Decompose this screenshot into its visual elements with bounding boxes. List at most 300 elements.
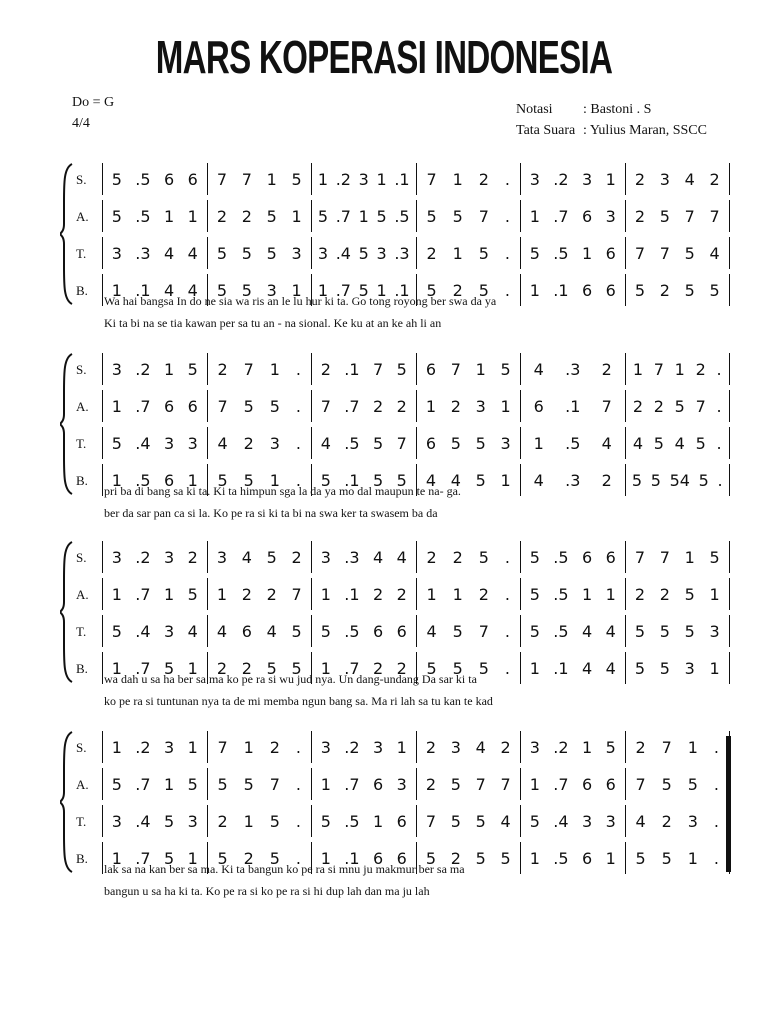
voice-label: B.: [76, 851, 88, 866]
note: 2: [452, 547, 463, 567]
note: 2: [187, 547, 198, 567]
note: .2: [135, 547, 151, 567]
note: 4: [684, 169, 695, 189]
note: 7: [653, 359, 664, 379]
system-3: [60, 540, 730, 730]
measure: [625, 541, 731, 573]
measure: [311, 200, 416, 232]
note: 2: [634, 206, 646, 226]
final-barline: [726, 736, 731, 872]
note: 1: [581, 584, 593, 604]
measures: [102, 769, 730, 799]
note: 1: [687, 848, 698, 868]
measure: [625, 427, 731, 459]
note: 1: [111, 280, 122, 300]
note: 1: [266, 169, 277, 189]
note: 5: [634, 280, 646, 300]
note: 1: [320, 774, 331, 794]
measure: [102, 237, 207, 269]
note: 1: [396, 737, 407, 757]
note: .3: [394, 243, 410, 263]
note: 1: [709, 584, 720, 604]
note: 5: [529, 584, 540, 604]
note: 4: [581, 658, 593, 678]
note: 6: [396, 848, 407, 868]
note: .7: [135, 774, 151, 794]
note: 2: [396, 658, 407, 678]
note: 1: [372, 811, 384, 831]
measures: [102, 579, 730, 609]
measure: [520, 615, 625, 647]
note: .2: [553, 737, 569, 757]
note: 6: [425, 433, 437, 453]
measure: [207, 427, 312, 459]
note: 5: [659, 621, 670, 641]
song-title: MARS KOPERASI INDONESIA: [155, 31, 613, 83]
measure: [520, 731, 625, 763]
note: 2: [661, 811, 672, 831]
brace-icon: [60, 540, 74, 684]
note: 7: [659, 243, 670, 263]
note: 7: [426, 169, 437, 189]
note: 5: [216, 280, 228, 300]
note: 2: [320, 359, 331, 379]
note: 7: [320, 396, 331, 416]
note: 3: [111, 359, 122, 379]
note: 1: [529, 206, 540, 226]
note: 2: [450, 848, 461, 868]
note: 1: [426, 584, 437, 604]
note: .5: [135, 169, 151, 189]
note: 3: [709, 621, 720, 641]
note: 5: [187, 584, 198, 604]
note: 7: [217, 737, 228, 757]
note: 2: [243, 433, 254, 453]
note: 2: [425, 774, 437, 794]
note: 2: [450, 396, 461, 416]
note: 5: [358, 243, 369, 263]
note: 2: [241, 584, 252, 604]
note: .7: [335, 206, 351, 226]
note: .1: [553, 280, 569, 300]
note: 1: [452, 169, 463, 189]
voice-label: B.: [76, 283, 88, 298]
note: 5: [269, 811, 280, 831]
note: 2: [241, 206, 252, 226]
note: 3: [320, 547, 331, 567]
voice-row: [76, 730, 730, 766]
note: .3: [565, 470, 581, 490]
note: 2: [478, 169, 489, 189]
note: 4: [320, 433, 331, 453]
note: .: [713, 774, 719, 794]
note: 4: [500, 811, 511, 831]
note: 3: [581, 169, 593, 189]
note: 1: [605, 584, 616, 604]
measure: [207, 731, 312, 763]
note: 5: [243, 774, 254, 794]
note: 5: [500, 848, 511, 868]
measures: [102, 732, 730, 762]
note: 1: [111, 848, 122, 868]
note: 5: [317, 206, 329, 226]
credit-value: : Yulius Maran, SSCC: [583, 123, 707, 138]
measure: [102, 805, 207, 837]
measure: [625, 390, 731, 422]
note: 2: [241, 658, 252, 678]
measure: [311, 768, 416, 800]
note: .1: [553, 658, 569, 678]
note: 3: [111, 811, 122, 831]
note: 5: [243, 396, 254, 416]
note: 5: [684, 584, 695, 604]
note: 5: [452, 206, 463, 226]
note: 3: [317, 243, 329, 263]
measure: [207, 353, 312, 385]
system-1: [60, 162, 730, 352]
note: 7: [291, 584, 302, 604]
tempo-info: [72, 92, 114, 134]
note: 3: [320, 737, 331, 757]
note: 1: [500, 396, 511, 416]
note: 5: [661, 848, 672, 868]
note: .7: [135, 396, 151, 416]
measures: [102, 542, 730, 572]
note: .4: [135, 811, 151, 831]
note: 7: [217, 396, 228, 416]
note: 6: [187, 396, 198, 416]
note: 4: [396, 547, 407, 567]
lyrics-verse-2: bangun u sa ha ki ta. Ko pe ra si ko pe ra si hi dup lah dan ma ju lah: [104, 884, 430, 898]
system-2: [60, 352, 730, 542]
measure: [520, 805, 625, 837]
brace-icon: [60, 162, 74, 306]
measure: [207, 200, 312, 232]
note: 2: [269, 737, 280, 757]
voice-label: B.: [76, 473, 88, 488]
note: 2: [659, 584, 670, 604]
note: 1: [529, 658, 540, 678]
note: 5: [266, 547, 277, 567]
note: 4: [475, 737, 486, 757]
voice-label: B.: [76, 661, 88, 676]
note: .: [295, 737, 301, 757]
note: 3: [529, 169, 540, 189]
note: 3: [163, 621, 175, 641]
note: 7: [634, 243, 646, 263]
note: 5: [475, 433, 486, 453]
note: 4: [605, 621, 616, 641]
note: 5: [709, 547, 720, 567]
note: 5: [291, 658, 302, 678]
note: 4: [581, 621, 593, 641]
note: 5: [187, 774, 198, 794]
note: .3: [135, 243, 151, 263]
note: 1: [709, 658, 720, 678]
note: 1: [674, 359, 685, 379]
note: .7: [344, 774, 360, 794]
note: 4: [187, 243, 198, 263]
note: .7: [335, 280, 351, 300]
note: 5: [529, 547, 540, 567]
credit-label: Notasi: [516, 102, 553, 117]
note: .5: [553, 584, 569, 604]
note: 5: [243, 470, 254, 490]
note: 1: [320, 848, 331, 868]
note: .: [713, 848, 719, 868]
note: 5: [111, 206, 122, 226]
measure: [207, 390, 312, 422]
note: 5: [634, 621, 646, 641]
measure: [102, 541, 207, 573]
measure: [416, 427, 521, 459]
note: .: [504, 621, 510, 641]
note: 5: [320, 470, 331, 490]
measure: [311, 541, 416, 573]
note: .: [295, 470, 301, 490]
note: 4: [163, 243, 175, 263]
note: 7: [601, 396, 612, 416]
key-signature: Do = G: [72, 95, 115, 110]
note: .1: [344, 584, 360, 604]
measures: [102, 616, 730, 646]
note: 5: [217, 470, 228, 490]
note: 1: [376, 169, 387, 189]
note: 5: [372, 433, 384, 453]
note: 5: [111, 774, 122, 794]
note: 5: [634, 658, 646, 678]
measure: [520, 237, 625, 269]
note: 5: [269, 396, 280, 416]
measure: [625, 768, 731, 800]
note: 5: [426, 206, 437, 226]
measure: [207, 615, 312, 647]
note: .1: [565, 396, 581, 416]
note: 1: [269, 359, 280, 379]
note: 3: [376, 243, 387, 263]
note: 7: [450, 359, 461, 379]
measures: [102, 391, 730, 421]
note: .: [713, 811, 719, 831]
note: 2: [634, 584, 646, 604]
note: 3: [163, 737, 175, 757]
note: 1: [358, 206, 369, 226]
note: 6: [605, 547, 616, 567]
note: 4: [605, 658, 616, 678]
note: 1: [320, 658, 331, 678]
note: 7: [396, 433, 407, 453]
note: 5: [631, 470, 643, 490]
note: 5: [635, 848, 646, 868]
note: .5: [135, 470, 151, 490]
note: 2: [478, 584, 489, 604]
note: 5: [358, 280, 369, 300]
note: .: [716, 359, 722, 379]
note: 5: [529, 621, 540, 641]
lyrics-verse-1: pri ba di bang sa ki ta. Ki ta himpun sga la da ya mo dal maupun te na- ga.: [104, 484, 461, 498]
note: 5: [450, 774, 461, 794]
measure: [520, 390, 625, 422]
note: 1: [320, 584, 331, 604]
note: 7: [634, 547, 646, 567]
note: 3: [187, 811, 198, 831]
note: 6: [605, 243, 616, 263]
voice-row: [76, 426, 730, 462]
note: 1: [269, 470, 280, 490]
note: 6: [581, 848, 593, 868]
note: 3: [358, 169, 369, 189]
note: 5: [269, 848, 280, 868]
lyrics-verse-2: ber da sar pan ca si la. Ko pe ra si ki ta bi na swa ker ta swasem ba da: [104, 506, 438, 520]
note: .: [717, 470, 723, 490]
note: 5: [426, 280, 437, 300]
voice-row: [76, 389, 730, 425]
note: 1: [163, 359, 175, 379]
note: 1: [500, 470, 511, 490]
note: 5: [396, 470, 407, 490]
note: 4: [241, 547, 252, 567]
note: 4: [163, 280, 175, 300]
note: .4: [135, 433, 151, 453]
note: 5: [163, 811, 175, 831]
measure: [625, 578, 731, 610]
note: 5: [661, 774, 672, 794]
note: 5: [163, 848, 175, 868]
note: 1: [111, 737, 122, 757]
note: 2: [217, 811, 228, 831]
note: 5: [241, 243, 252, 263]
note: .: [504, 547, 510, 567]
note: .: [295, 396, 301, 416]
note: .2: [135, 359, 151, 379]
note: 5: [475, 811, 486, 831]
measure: [416, 237, 521, 269]
credit-row: [516, 99, 707, 120]
note: 5: [320, 811, 331, 831]
note: 1: [111, 584, 122, 604]
note: 5: [452, 621, 463, 641]
note: 1: [529, 774, 540, 794]
note: 3: [163, 433, 175, 453]
measure: [416, 768, 521, 800]
measure: [102, 200, 207, 232]
measure: [520, 200, 625, 232]
note: 7: [709, 206, 720, 226]
note: 2: [632, 396, 644, 416]
note: 1: [187, 737, 198, 757]
note: 5: [478, 280, 489, 300]
note: .5: [553, 621, 569, 641]
note: .2: [553, 169, 569, 189]
note: 3: [475, 396, 486, 416]
note: 4: [266, 621, 277, 641]
note: 5: [163, 658, 175, 678]
note: .: [504, 206, 510, 226]
note: 3: [687, 811, 698, 831]
voice-label: A.: [76, 399, 89, 414]
note: 4: [533, 470, 544, 490]
note: 2: [372, 658, 384, 678]
note: 4: [709, 243, 720, 263]
note: 1: [111, 396, 122, 416]
measure: [625, 353, 731, 385]
note: 1: [163, 206, 175, 226]
note: 5: [659, 658, 670, 678]
note: 2: [653, 396, 664, 416]
note: 5: [111, 621, 122, 641]
note: 5: [111, 433, 122, 453]
note: 5: [266, 206, 277, 226]
note: 5: [217, 774, 228, 794]
measure: [102, 731, 207, 763]
note: 4: [187, 280, 198, 300]
measure: [311, 615, 416, 647]
note: .1: [344, 848, 360, 868]
note: 5: [187, 359, 198, 379]
note: .: [295, 774, 301, 794]
note: 3: [396, 774, 407, 794]
voice-label: A.: [76, 777, 89, 792]
note: 1: [243, 737, 254, 757]
note: 5: [266, 243, 277, 263]
note: 6: [163, 470, 175, 490]
note: 1: [605, 848, 616, 868]
measure: [520, 541, 625, 573]
note: 5: [217, 848, 228, 868]
note: 1: [317, 169, 329, 189]
note: 2: [426, 243, 437, 263]
note: 3: [216, 547, 228, 567]
note: 3: [684, 658, 695, 678]
note: 1: [605, 169, 616, 189]
note: 6: [163, 396, 175, 416]
note: 6: [372, 774, 384, 794]
note: 1: [187, 206, 198, 226]
note: 5: [684, 280, 695, 300]
measure: [102, 353, 207, 385]
note: .7: [135, 658, 151, 678]
measure: [416, 541, 521, 573]
measure: [625, 731, 731, 763]
note: 1: [317, 280, 329, 300]
note: 3: [266, 280, 277, 300]
note: 4: [426, 621, 437, 641]
note: 3: [372, 737, 384, 757]
note: .7: [135, 848, 151, 868]
note: 3: [187, 433, 198, 453]
note: 1: [684, 547, 695, 567]
voice-label: T.: [76, 814, 87, 829]
voice-row: [76, 162, 730, 198]
note: 5: [684, 621, 695, 641]
note: 2: [372, 396, 384, 416]
note: 4: [187, 621, 198, 641]
voice-row: [76, 577, 730, 613]
note: 6: [533, 396, 544, 416]
measure: [520, 163, 625, 195]
note: .2: [335, 169, 351, 189]
note: 2: [291, 547, 302, 567]
note: 5: [396, 359, 407, 379]
note: .: [504, 169, 510, 189]
note: 7: [425, 811, 437, 831]
measure: [311, 163, 416, 195]
note: 2: [601, 359, 612, 379]
note: 5: [695, 433, 706, 453]
voice-row: [76, 199, 730, 235]
credit-label: Tata Suara: [516, 123, 576, 138]
note: 5: [426, 658, 437, 678]
